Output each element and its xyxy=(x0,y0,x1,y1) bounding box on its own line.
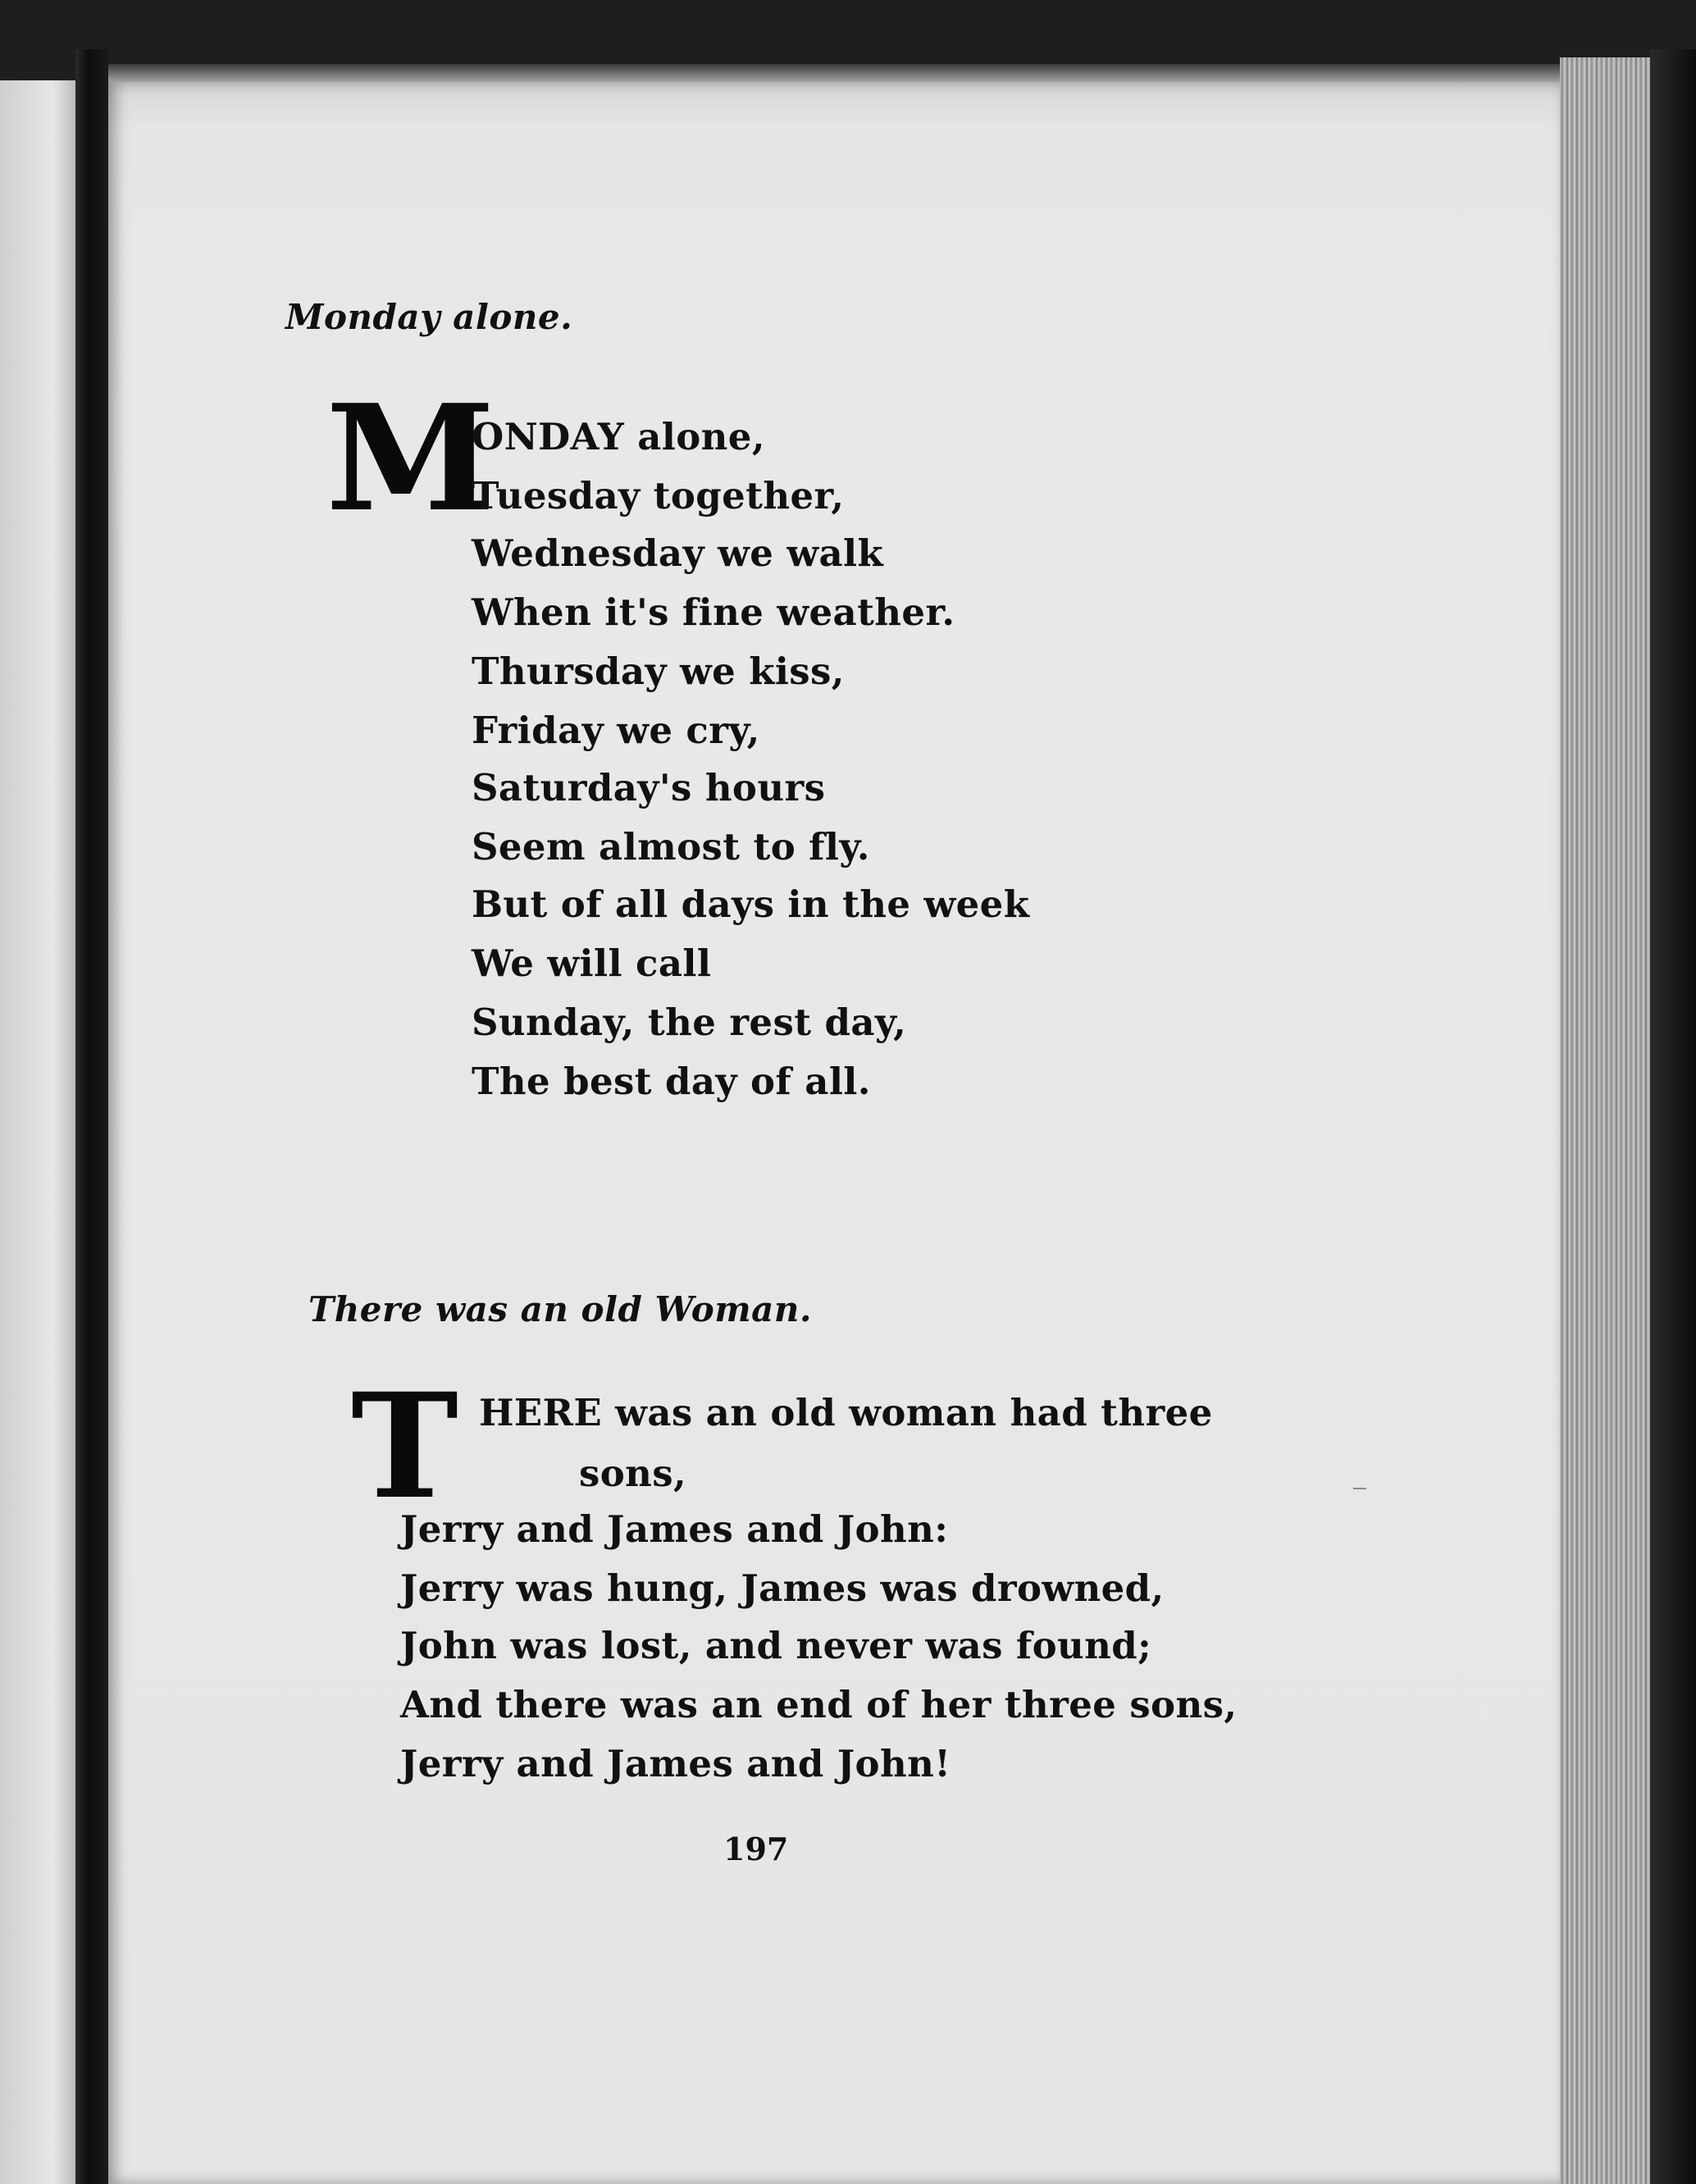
verse-line: Thursday we kiss, xyxy=(472,650,845,693)
margin-mark xyxy=(1353,1488,1366,1489)
verse-line: Sunday, the rest day, xyxy=(472,1001,907,1044)
poem-title-monday: Monday alone. xyxy=(285,297,573,337)
verse-line: HERE was an old woman had three xyxy=(479,1391,1213,1434)
drop-cap-m: M xyxy=(326,372,495,544)
drop-cap-t: T xyxy=(351,1361,458,1531)
verse-line: Jerry and James and John: xyxy=(400,1507,949,1551)
page-number: 197 xyxy=(723,1831,789,1867)
verse-line: John was lost, and never was found; xyxy=(400,1624,1152,1667)
verse-line: The best day of all. xyxy=(472,1060,871,1103)
verse-line: sons, xyxy=(579,1452,687,1495)
verse-line: Saturday's hours xyxy=(472,766,826,809)
verse-line: We will call xyxy=(472,942,712,985)
verse-line: Seem almost to fly. xyxy=(472,825,870,869)
poem-title-old-woman: There was an old Woman. xyxy=(308,1289,813,1329)
verse-line: And there was an end of her three sons, xyxy=(400,1683,1238,1726)
verse-line: But of all days in the week xyxy=(472,882,1030,926)
verse-line: Jerry and James and John! xyxy=(400,1742,951,1785)
verse-line: Jerry was hung, James was drowned, xyxy=(400,1566,1165,1610)
verse-line: Wednesday we walk xyxy=(472,531,884,575)
verse-line: ONDAY alone, xyxy=(472,415,765,458)
verse-line: Friday we cry, xyxy=(472,709,760,752)
verse-line: Tuesday together, xyxy=(472,474,845,518)
verse-line: When it's fine weather. xyxy=(472,590,955,634)
